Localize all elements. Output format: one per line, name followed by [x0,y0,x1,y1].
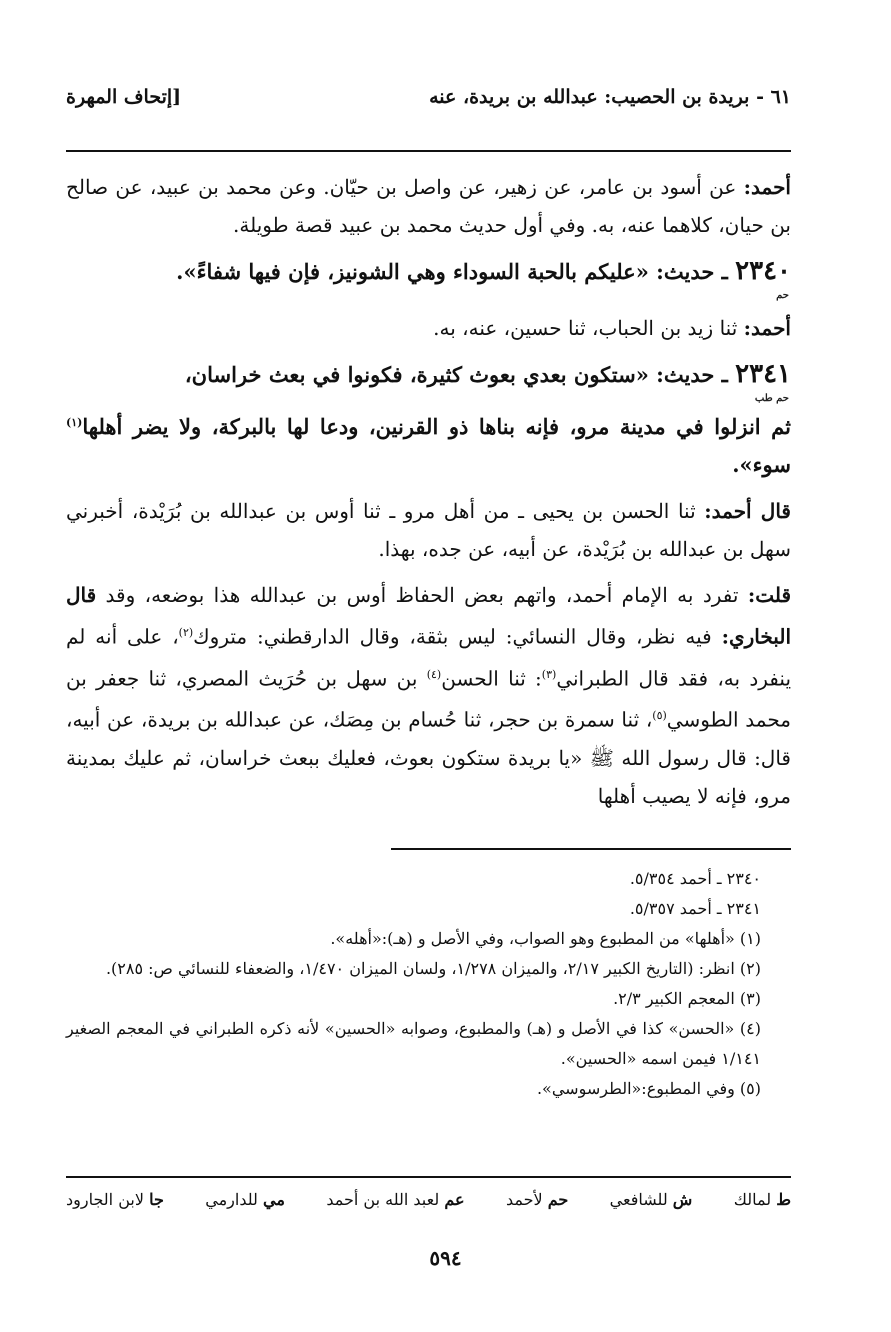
source-siglum: حم طب [754,393,789,404]
siglum-item: جا لابن الجارود [66,1190,164,1209]
paragraph-text: ثنا الحسن بن يحيى ـ من أهل مرو ـ ثنا أوس بن عبدالله بن بُرَيْدة، أخبرني سهل بن عبدالله بن بُرَيْدة، عن أبيه، عن جده، بهذا. [66,499,791,561]
footnote-mark: (٢) [178,626,194,639]
hadith-text: ـ حديث: «عليكم بالحبة السوداء وهي الشونيز، فإن فيها شفاءً». [176,259,728,284]
footnote-mark: (١) [66,416,83,429]
footnote-2: (٢) انظر: (التاريخ الكبير ٢/١٧، والميزان ١/٢٧٨، ولسان الميزان ١/٤٧٠، والضعفاء للنسائي ص: ٢٨٥). [105,959,761,978]
paragraph-text: : ثنا الحسن [441,666,542,691]
footnote-5: (٥) وفي المطبوع:«الطرسوسي». [536,1079,761,1098]
page-number: ٥٩٤ [429,1246,462,1270]
running-head [66,86,791,108]
lead-ahmad: أحمد: [743,175,791,199]
paragraph-text: ثنا زيد بن الحباب، ثنا حسين، عنه، به. [433,316,738,340]
footnote-1: (١) «أهلها» من المطبوع وهو الصواب، وفي الأصل و (هـ):«أهله». [330,929,761,948]
siglum-item: ط لمالك [733,1190,791,1209]
hadith-number: ٢٣٤١ [735,359,791,389]
paragraph-ahmad-2 [66,309,791,347]
paragraph-qala-ahmad [66,492,791,568]
footnote-4: (٤) «الحسن» كذا في الأصل و (هـ) والمطبوع، وصوابه «الحسين» لأنه ذكره الطبراني في المعجم الصغير ١/١٤١ فيمن اسمه «الحسين». [66,1019,761,1068]
footnote-mark: (٤) [426,667,442,681]
lead-qala-ahmad: قال أحمد: [704,499,791,523]
footnote-mark: (٥) [652,709,667,723]
paragraph-text: ، ثنا سمرة بن حجر، ثنا حُسام بن مِصَك، عن عبدالله بن بريدة، عن أبيه، قال: قال رسول الله ﷺ «يا بريدة ستكون بعوث، فعليك ببعث خراسان، ثم عليك بمدينة مرو، فإنه لا يصيب أهلها [66,707,791,808]
lead-qultu: قلت: [747,583,792,607]
hadith-number: ٢٣٤٠ [735,256,791,286]
footnote-rule [391,848,791,850]
sigla-key [66,1190,791,1209]
source-ref-2340: ٢٣٤٠ ـ أحمد ٥/٣٥٤. [629,869,761,888]
hadith-text: ثم انزلوا في مدينة مرو، فإنه بناها ذو القرنين، ودعا لها بالبركة، ولا يضر أهلها [82,414,791,439]
footnote-3: (٣) المعجم الكبير ٢/٣. [613,989,761,1008]
lead-ahmad: أحمد: [743,316,791,340]
chapter-title: ٦١ - بريدة بن الحصيب: عبدالله بن بريدة، عنه [429,86,791,108]
source-ref-2341: ٢٣٤١ ـ أحمد ٥/٣٥٧. [629,899,761,918]
siglum-item: ش للشافعي [609,1190,693,1209]
siglum-item: مي للدارمي [205,1190,285,1209]
paragraph-text: ، على أنه لم ينفرد به، فقد قال الطبراني [66,624,792,691]
siglum-item: عم لعبد الله بن أحمد [326,1190,465,1209]
source-siglum: حم [776,290,789,301]
paragraph-qultu [66,576,791,815]
header-rule [66,150,791,152]
siglum-item: حم لأحمد [505,1190,569,1209]
sigla-rule [66,1176,791,1178]
paragraph-text: بن سهل بن حُرَيث المصري، ثنا جعفر بن محمد الطوسي [66,666,791,732]
paragraph-text: عن أسود بن عامر، عن زهير، عن واصل بن حيّان. وعن محمد بن عبيد، عن صالح بن حيان، كلاهما عنه، به. وفي أول حديث محمد بن عبيد قصة طويلة. [66,175,791,237]
paragraph-text: فيه نظر، وقال النسائي: ليس بثقة، وقال الدارقطني: متروك [193,624,712,649]
lead-bukhari: قال البخاري: [66,583,791,649]
main-text [66,168,791,823]
book-title: [إتحاف المهرة [66,86,182,108]
paragraph-text: تفرد به الإمام أحمد، واتهم بعض الحفاظ أوس بن عبدالله هذا بوضعه، وقد [105,583,739,607]
hadith-2340 [66,252,791,301]
footnotes [66,864,791,1104]
hadith-text: ـ حديث: «ستكون بعدي بعوث كثيرة، فكونوا في بعث خراسان، [184,362,728,387]
paragraph-ahmad-1 [66,168,791,244]
hadith-text: سوء». [732,452,791,477]
footnote-mark: (٣) [541,667,557,681]
hadith-2341 [66,355,791,484]
